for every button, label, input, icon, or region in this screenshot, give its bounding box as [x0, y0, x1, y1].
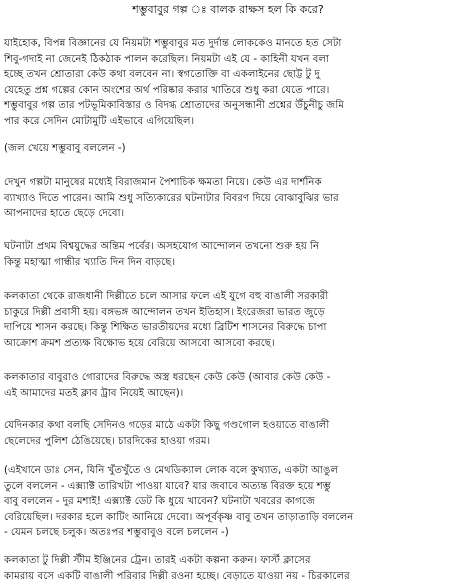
text-line: (এইখানে ডাঃ সেন, যিনি খুঁতখুঁতে ও মেথডিক্যাল লোক বলে কুখ্যাত, একটা আঙুল	[4, 465, 339, 476]
text-line: তুলে বললেন - এক্স্যাক্ট তারিখটা পাওয়া যাবে? যার জবাবে অত্যন্ত বিরক্ত হয়ে শম্ভু	[4, 480, 331, 492]
text-line: কিন্তু মহাত্মা গান্ধীর খ্যাতি দিন দিন বাড়ছে।	[4, 256, 176, 268]
paragraph-intro	[0, 36, 456, 129]
text-line: যাইহোক, বিপন্ন বিজ্ঞানের যে নিয়মটা শম্ভুবাবুর মত দুর্দান্ত লোককেও মানতে হত সেটা	[4, 38, 342, 49]
text-line: যেহেতু প্রশ্ন গল্পের কোন অংশের অর্থ পরিষ্কার করার খাতিরে শুধু করা যেতে পারে।	[4, 84, 330, 96]
paragraph-dr-sen	[0, 463, 456, 541]
paragraph-train	[0, 553, 456, 584]
paragraph-period	[0, 239, 456, 270]
paragraph-story-start	[0, 175, 456, 222]
paragraph-babus	[0, 370, 456, 401]
text-line: কলকাতা টু দিল্লী স্টীম ইঞ্জিনের ট্রেন। তারই একটা কল্পনা করুন। ফার্স্ট ক্লাসের	[4, 555, 311, 566]
text-line: কলকাতার বাবুরাও গোরাদের বিরুদ্ধে অস্ত্র ধরছেন কেউ কেউ (আবার কেউ কেউ -	[4, 372, 331, 383]
paragraph-aside	[0, 141, 456, 157]
text-line: ব্যাখ্যাও দিতে পারেন। আমি শুধু সত্যিকারের ঘটনাটার বিবরণ দিয়ে বোঝাবুঝির ভার	[4, 192, 339, 204]
text-line: (জল খেয়ে শম্ভুবাবু বললেন -)	[4, 143, 126, 154]
text-line: আপনাদের হাতে ছেড়ে দেবো।	[4, 208, 125, 219]
text-line: হচ্ছে তখন শ্রোতারা কেউ কথা বলবেন না। স্বগতোক্তি বা একলাইনের ছোট্ট টু দু	[4, 69, 320, 80]
text-line: কামরায় বসে একটি বাঙালী পরিবার দিল্লী রওনা হচ্ছে। বেড়াতে যাওয়া নয় - চিরকালের	[4, 570, 350, 582]
text-line: বাবু বললেন - দুর মশাই! এক্স্যাক্ট ডেট কি ধুয়ে খাবেন? ঘটনাটা খবরের কাগজে	[4, 496, 316, 507]
text-line: বেরিয়েছিল। দরকার হলে কাটিং আনিয়ে দেবো। অপূর্বকৃষ্ণ বাবু তখন তাড়াতাড়ি বললেন	[4, 511, 354, 523]
text-line: পার করে সেদিন মোটামুটি এইভাবে এগিয়েছিল।	[4, 115, 195, 127]
text-line: শিবু-গদাই না জেনেই ঠিকঠাক পালন করেছিল। নিয়মটা এই যে - কাহিনী যখন বলা	[4, 53, 329, 65]
paragraph-maidan	[0, 418, 456, 449]
story-title: শম্ভুবাবুর গল্প ঃ বালক রাক্ষস হল কি করে?	[132, 3, 324, 16]
text-line: শম্ভুবাবুর গল্প তার পটভূমিকাবিস্তার ও বিদগ্ধ শ্রোতাদের অনুসন্ধানী প্রশ্নের উঁচুনীচু জমি	[4, 100, 344, 111]
text-line: এই আমাদের মতই ক্লাব ট্রাব নিয়েই আছেন)।	[4, 387, 184, 399]
text-line: ছেলেদের পুলিশ ঠেঙিয়েছে। চারদিকের হাওয়া গরম।	[4, 435, 211, 447]
text-line: চাকুরে দিল্লী প্রবাসী হয়। বঙ্গভঙ্গ আন্দোলন তখন ইতিহাস। ইংরেজরা ভারত জুড়ে	[4, 306, 325, 318]
text-line: দেখুন গল্পটা মানুষের মধ্যেই বিরাজমান পৈশাচিক ক্ষমতা নিয়ে। কেউ এর দার্শনিক	[4, 177, 322, 188]
text-line: যেদিনকার কথা বলছি সেদিনও গড়ের মাঠে একটা কিছু গণ্ডগোল হওয়াতে বাঙালী	[4, 420, 330, 431]
text-line: কলকাতা থেকে রাজধানী দিল্লীতে চলে আসার ফলে এই যুগে বহু বাঙালী সরকারী	[4, 291, 329, 302]
text-line: ঘটনাটা প্রথম বিশ্বযুদ্ধের অন্তিম পর্বের। অসহযোগ আন্দোলন তখনো শুরু হয় নি	[4, 241, 320, 252]
text-line: দাপিয়ে শাসন করছে। কিন্তু শিক্ষিত ভারতীয়দের মধ্যে ব্রিটিশ শাসনের বিরুদ্ধে চাপা	[4, 322, 327, 333]
text-line: - যেমন চলছে চলুক। অতঃপর শম্ভুবাবুও বলে চললেন -)	[4, 527, 229, 538]
text-line: আক্রোশ ক্রমশ প্রত্যক্ষ বিক্ষোভ হয়ে বেরিয়ে আসবো আসবো করছে।	[4, 337, 275, 349]
paragraph-delhi	[0, 289, 456, 351]
